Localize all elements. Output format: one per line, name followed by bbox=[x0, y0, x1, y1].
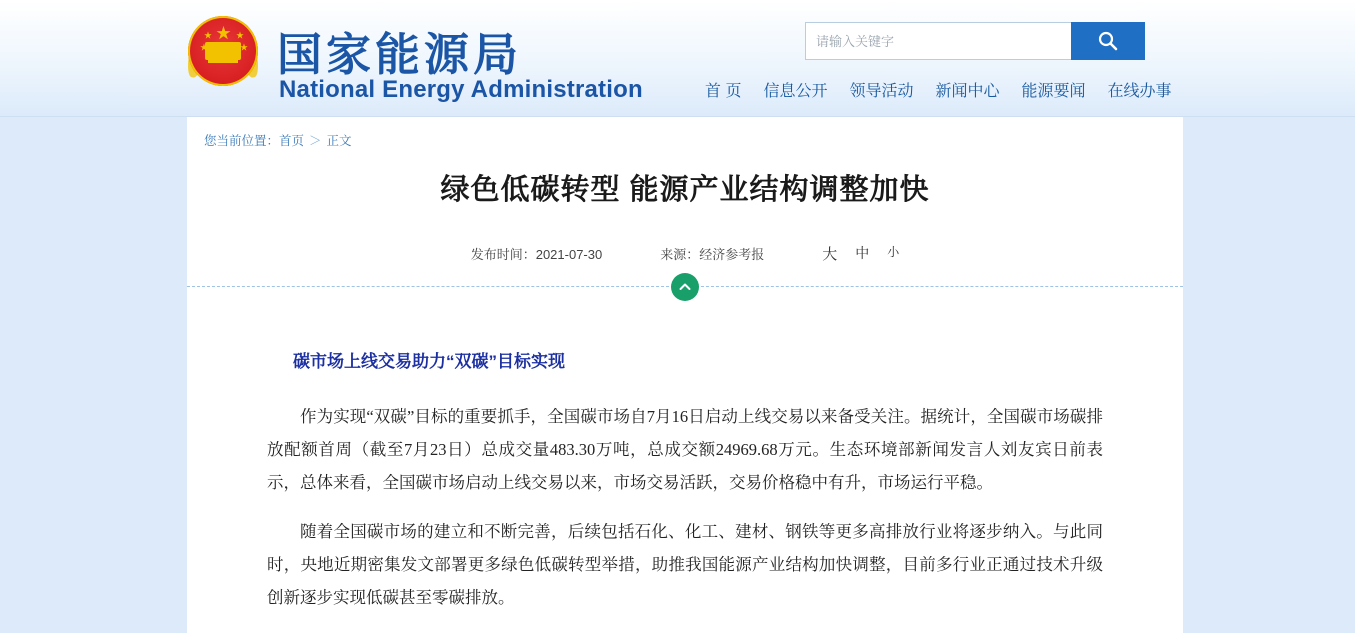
scroll-to-top-button[interactable] bbox=[671, 273, 699, 301]
publish-time-value: 2021-07-30 bbox=[535, 247, 603, 262]
nav-item-leader-activities[interactable]: 领导活动 bbox=[849, 83, 914, 100]
article-paragraph: 作为实现“双碳”目标的重要抓手，全国碳市场自7月16日启动上线交易以来备受关注。据统计，全国碳市场碳排放配额首周（截至7月23日）总成交量483.30万吨，总成交额24969.68万元。生态环境部新闻发言人刘友宾日前表示，总体来看，全国碳市场启动上线交易以来，市场交易活跃，交易价格稳中有升，市场运行平稳。 bbox=[267, 407, 1103, 492]
article-meta bbox=[187, 243, 1183, 264]
font-size-controls bbox=[822, 243, 899, 264]
search-button[interactable] bbox=[1071, 22, 1145, 60]
search-box bbox=[805, 22, 1145, 60]
source-label: 来源： bbox=[660, 247, 700, 262]
article-source bbox=[660, 244, 764, 263]
chevron-up-icon bbox=[677, 279, 693, 295]
font-size-large-button[interactable]: 大 bbox=[822, 246, 838, 263]
national-emblem-icon: ★ ★ ★ ★ ★ bbox=[186, 14, 260, 88]
font-size-small-button[interactable]: 小 bbox=[887, 245, 900, 259]
breadcrumb bbox=[187, 117, 1183, 148]
page-background bbox=[0, 117, 1355, 633]
nav-item-home[interactable]: 首 页 bbox=[705, 83, 742, 100]
search-icon bbox=[1097, 30, 1119, 52]
search-input[interactable] bbox=[805, 22, 1071, 60]
breadcrumb-prefix: 您当前位置： bbox=[204, 134, 280, 148]
site-title-en: National Energy Administration bbox=[279, 76, 643, 103]
page-title: 绿色低碳转型 能源产业结构调整加快 bbox=[440, 174, 930, 206]
publish-time bbox=[471, 244, 603, 263]
breadcrumb-home[interactable]: 首页 bbox=[279, 134, 305, 148]
nav-item-info-disclosure[interactable]: 信息公开 bbox=[763, 83, 828, 100]
main-navigation bbox=[705, 78, 1172, 101]
site-title-cn: 国家能源局 bbox=[277, 30, 523, 80]
source-value: 经济参考报 bbox=[699, 247, 765, 262]
article-subtitle: 碳市场上线交易助力“双碳”目标实现 bbox=[293, 352, 565, 371]
site-header bbox=[0, 0, 1355, 117]
publish-time-label: 发布时间： bbox=[470, 247, 536, 262]
nav-item-news-center[interactable]: 新闻中心 bbox=[935, 83, 1000, 100]
breadcrumb-separator: ＞ bbox=[309, 134, 322, 148]
font-size-medium-button[interactable]: 中 bbox=[855, 245, 870, 261]
content-sheet bbox=[187, 117, 1183, 633]
nav-item-energy-news[interactable]: 能源要闻 bbox=[1021, 83, 1086, 100]
breadcrumb-current: 正文 bbox=[326, 134, 352, 148]
meta-divider bbox=[187, 286, 1183, 287]
nav-item-online-services[interactable]: 在线办事 bbox=[1107, 83, 1172, 100]
article-paragraph: 随着全国碳市场的建立和不断完善，后续包括石化、化工、建材、钢铁等更多高排放行业将逐步纳入。与此同时，央地近期密集发文部署更多绿色低碳转型举措，助推我国能源产业结构加快调整，目前多行业正通过技术升级创新逐步实现低碳甚至零碳排放。 bbox=[267, 522, 1103, 607]
article-body bbox=[187, 287, 1183, 614]
